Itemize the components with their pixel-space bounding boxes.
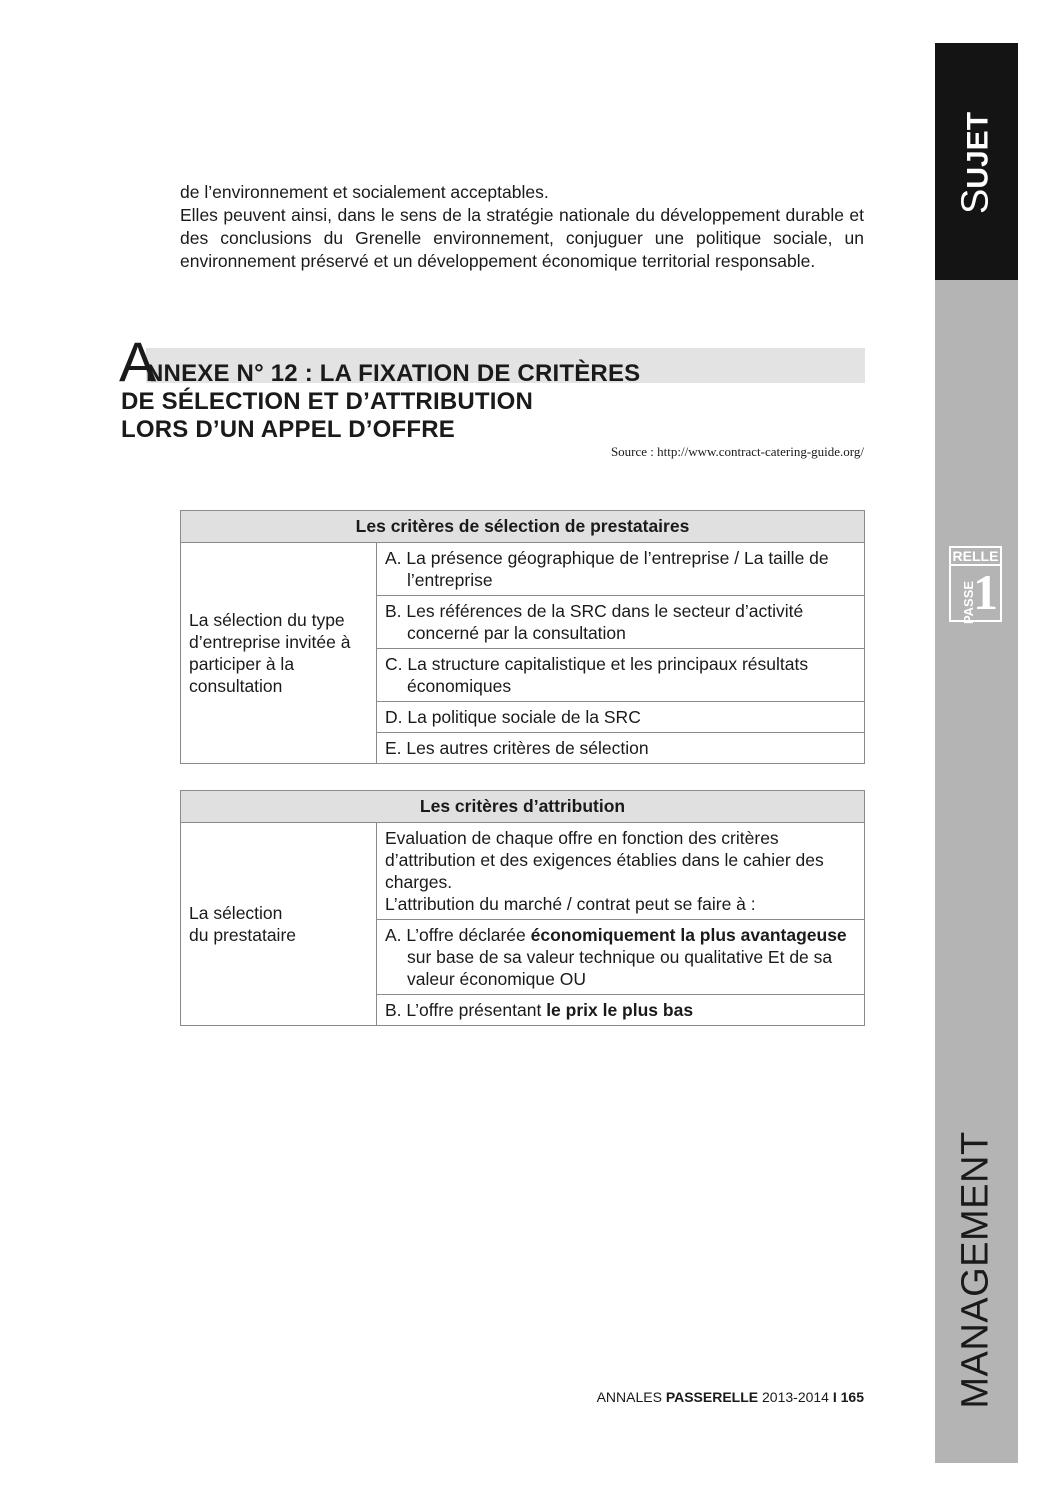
passerelle-logo: RELLE PASSE 1	[949, 546, 1002, 622]
management-label: MANAGEMENT	[954, 1131, 997, 1409]
intro-line: de l’environnement et socialement acceptables.	[180, 182, 549, 202]
criterion-item: B. Les références de la SRC dans le secteur d’activité concerné par la consultation	[377, 596, 865, 649]
intro-paragraph: Elles peuvent ainsi, dans le sens de la stratégie nationale du développement durable et des conclusions du Grenelle environnement, conjuguer une politique sociale, un environnement préservé et un développement économique territorial responsable.	[180, 205, 864, 271]
attribution-criteria-table	[180, 790, 865, 1026]
source-citation: Source : http://www.contract-catering-guide.org/	[610, 444, 864, 459]
annex-title-line-2: DE SÉLECTION ET D’ATTRIBUTION	[121, 388, 534, 415]
selection-criteria-table	[180, 510, 865, 764]
criterion-item: A. L’offre déclarée économiquement la plus avantageuse sur base de sa valeur technique ou qualitative Et de sa valeur économique OU	[377, 920, 865, 995]
criterion-item: B. L’offre présentant le prix le plus bas	[377, 995, 865, 1026]
criterion-item: A. La présence géographique de l’entreprise / La taille de l’entreprise	[377, 543, 865, 596]
title-drop-letter: A	[119, 330, 157, 393]
attribution-intro: Evaluation de chaque offre en fonction des critères d’attribution et des exigences établies dans le cahier des charges. L’attribution du marché / contrat peut se faire à :	[377, 823, 865, 920]
table-header: Les critères de sélection de prestataires	[181, 511, 865, 543]
criterion-item: E. Les autres critères de sélection	[377, 733, 865, 764]
page-footer: ANNALES PASSERELLE 2013-2014 I 165	[596, 1389, 864, 1405]
table-header: Les critères d’attribution	[181, 791, 865, 823]
annex-title-line-3: LORS D’UN APPEL D’OFFRE	[121, 416, 455, 443]
criterion-item: C. La structure capitalistique et les principaux résultats économiques	[377, 649, 865, 702]
annex-title-line-1: NNEXE N° 12 : LA FIXATION DE CRITÈRES	[146, 360, 641, 387]
row-label: La sélection du prestataire	[181, 823, 377, 1026]
criterion-item: D. La politique sociale de la SRC	[377, 702, 865, 733]
intro-text	[180, 181, 864, 273]
sujet-label: SUJET	[954, 111, 997, 215]
row-label: La sélection du type d’entreprise invitée à participer à la consultation	[181, 543, 377, 764]
